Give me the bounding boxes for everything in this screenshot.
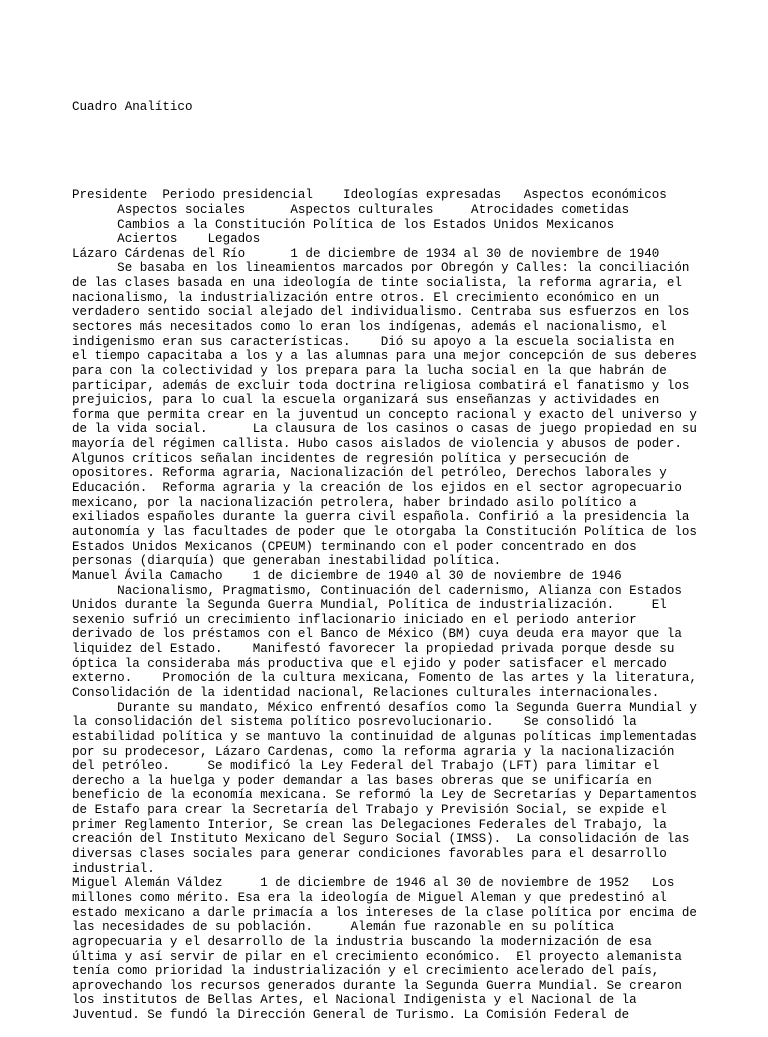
text-line: agropecuaria y el desarrollo de la industria buscando la modernización de esa xyxy=(72,934,652,949)
text-line: la consolidación del sistema político posrevolucionario. Se consolidó la xyxy=(72,715,637,730)
text-line: las necesidades de su población. Alemán fue razonable en su política xyxy=(72,920,615,935)
text-line: autonomía y las facultades de poder que le otorgaba la Constitución Política de los xyxy=(72,524,697,539)
text-line: aprovechando los recursos generados durante la Segunda Guerra Mundial. Se crearon xyxy=(72,978,682,993)
text-line: nacionalismo, la industrialización entre otros. El crecimiento económico en un xyxy=(72,290,660,305)
text-line: millones como mérito. Esa era la ideología de Miguel Aleman y que predestinó al xyxy=(72,890,667,905)
text-line: de las clases basada en una ideología de tinte socialista, la reforma agraria, el xyxy=(72,276,682,291)
text-line: verdadero sentido social alejado del individualismo. Centraba sus esfuerzos en los xyxy=(72,305,690,320)
text-line: liquidez del Estado. Manifestó favorecer la propiedad privada porque desde su xyxy=(72,642,675,657)
text-line: mexicano, por la nacionalización petrolera, haber brindado asilo político a xyxy=(72,495,637,510)
text-line: Algunos críticos señalan incidentes de regresión política y persecución de xyxy=(72,451,630,466)
text-line: Se basaba en los lineamientos marcados por Obregón y Calles: la conciliación xyxy=(72,261,690,276)
text-line: el tiempo capacitaba a los y a las alumnas para una mejor concepción de sus deberes xyxy=(72,349,697,364)
text-line: sectores más necesitados como lo eran los indígenas, además el nacionalismo, el xyxy=(72,319,667,334)
text-line: tenía como prioridad la industrialización y el crecimiento acelerado del país, xyxy=(72,964,660,979)
text-line: beneficio de la economía mexicana. Se reformó la Ley de Secretarías y Departamentos xyxy=(72,788,697,803)
text-line: Miguel Alemán Váldez 1 de diciembre de 1946 al 30 de noviembre de 1952 Los xyxy=(72,876,675,891)
text-line: Presidente Periodo presidencial Ideologías expresadas Aspectos económicos xyxy=(72,188,667,203)
blank-line xyxy=(72,144,712,159)
text-line: exiliados españoles durante la guerra civil española. Confirió a la presidencia la xyxy=(72,510,690,525)
text-line: Estados Unidos Mexicanos (CPEUM) terminando con el poder concentrado en dos xyxy=(72,539,637,554)
text-line: Aspectos sociales Aspectos culturales Atrocidades cometidas xyxy=(72,202,630,217)
text-line: los institutos de Bellas Artes, el Nacional Indigenista y el Nacional de la xyxy=(72,993,637,1008)
text-line: prejuicios, para lo cual la escuela organizará sus enseñanzas y actividades en xyxy=(72,393,660,408)
text-line: opositores. Reforma agraria, Nacionalización del petróleo, Derechos laborales y xyxy=(72,466,667,481)
text-line: derivado de los préstamos con el Banco de México (BM) cuya deuda era mayor que la xyxy=(72,627,682,642)
text-line: estado mexicano a darle primacía a los intereses de la clase política por encima de xyxy=(72,905,697,920)
text-line: forma que permita crear en la juventud un concepto racional y exacto del universo y xyxy=(72,407,697,422)
text-line: personas (diarquía) que generaban inestabilidad política. xyxy=(72,554,502,569)
text-line: participar, además de excluir toda doctrina religiosa combatirá el fanatismo y los xyxy=(72,378,690,393)
text-line: sexenio sufrió un crecimiento inflacionario iniciado en el periodo anterior xyxy=(72,612,637,627)
text-line: estabilidad política y se mantuvo la continuidad de algunas políticas implementadas xyxy=(72,729,697,744)
text-line: última y así servir de pilar en el crecimiento económico. El proyecto alemanista xyxy=(72,949,682,964)
text-line: para con la colectividad y los prepara para la lucha social en la que habrán de xyxy=(72,363,667,378)
text-line: Juventud. Se fundó la Dirección General de Turismo. La Comisión Federal de xyxy=(72,1008,630,1023)
text-line: del petróleo. Se modificó la Ley Federal del Trabajo (LFT) para limitar el xyxy=(72,759,660,774)
text-line: Durante su mandato, México enfrentó desafíos como la Segunda Guerra Mundial y xyxy=(72,700,697,715)
text-line: Lázaro Cárdenas del Río 1 de diciembre de 1934 al 30 de noviembre de 1940 xyxy=(72,246,660,261)
text-line: creación del Instituto Mexicano del Seguro Social (IMSS). La consolidación de las xyxy=(72,832,690,847)
text-line: externo. Promoción de la cultura mexicana, Fomento de las artes y la literatura, xyxy=(72,671,697,686)
text-line: indigenismo eran sus características. Dió su apoyo a la escuela socialista en xyxy=(72,334,675,349)
text-line: Nacionalismo, Pragmatismo, Continuación del cadernismo, Alianza con Estados xyxy=(72,583,682,598)
text-line: industrial. xyxy=(72,861,155,876)
document-title: Cuadro Analítico xyxy=(72,100,193,115)
text-line: derecho a la huelga y poder demandar a las bases obreras que se unificaría en xyxy=(72,773,652,788)
text-line: por su prodecesor, Lázaro Cardenas, como la reforma agraria y la nacionalización xyxy=(72,744,675,759)
text-line: óptica la consideraba más productiva que el ejido y poder satisfacer el mercado xyxy=(72,656,667,671)
document-body xyxy=(72,71,712,1037)
text-line: de Estafo para crear la Secretaría del Trabajo y Previsión Social, se expide el xyxy=(72,803,667,818)
text-line: Cambios a la Constitución Política de los Estados Unidos Mexicanos xyxy=(72,217,615,232)
text-line: Unidos durante la Segunda Guerra Mundial, Política de industrialización. El xyxy=(72,598,667,613)
text-line: de la vida social. La clausura de los casinos o casas de juego propiedad en su xyxy=(72,422,697,437)
text-line: Aciertos Legados xyxy=(72,232,261,247)
document-text xyxy=(72,188,712,1023)
text-line: primer Reglamento Interior, Se crean las Delegaciones Federales del Trabajo, la xyxy=(72,817,667,832)
text-line: Educación. Reforma agraria y la creación de los ejidos en el sector agropecuario xyxy=(72,481,682,496)
text-line: Manuel Ávila Camacho 1 de diciembre de 1940 al 30 de noviembre de 1946 xyxy=(72,568,622,583)
text-line: mayoría del régimen callista. Hubo casos aislados de violencia y abusos de poder. xyxy=(72,437,682,452)
text-line: Consolidación de la identidad nacional, Relaciones culturales internacionales. xyxy=(72,686,660,700)
text-line: diversas clases sociales para generar condiciones favorables para el desarrollo xyxy=(72,847,667,862)
